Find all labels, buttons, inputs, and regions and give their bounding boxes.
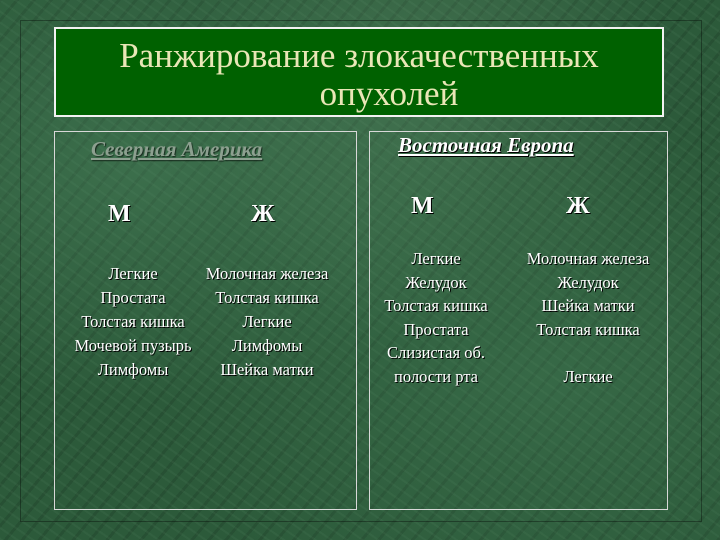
list-item: Лимфомы bbox=[97, 360, 169, 379]
list-item: Легкие bbox=[242, 312, 292, 331]
ee-female-list bbox=[508, 247, 668, 388]
title-line-2: опухолей bbox=[319, 74, 459, 113]
list-item: полости рта bbox=[393, 366, 478, 386]
list-item: Легкие bbox=[411, 249, 461, 268]
list-item: Лимфомы bbox=[231, 336, 303, 355]
list-item: Толстая кишка bbox=[536, 319, 640, 339]
ee-male-list bbox=[368, 247, 504, 388]
na-male-label: М bbox=[108, 201, 131, 227]
list-item: Мочевой пузырь bbox=[74, 336, 192, 355]
title-line-1: Ранжирование злокачественных bbox=[119, 36, 599, 75]
list-item: Слизистая об. bbox=[387, 343, 485, 362]
ee-male-label: М bbox=[411, 193, 434, 219]
list-item: Легкие bbox=[108, 264, 158, 283]
slide-title bbox=[54, 27, 664, 117]
list-item: Толстая кишка bbox=[215, 288, 319, 307]
eastern-europe-heading: Восточная Европа bbox=[398, 133, 574, 157]
na-female-label: Ж bbox=[251, 201, 275, 227]
na-male-list bbox=[58, 262, 208, 382]
list-item: Желудок bbox=[405, 272, 467, 292]
list-item: Легкие bbox=[563, 366, 613, 386]
list-item: Молочная железа bbox=[205, 264, 329, 283]
list-item: Простата bbox=[403, 319, 469, 339]
list-item: Толстая кишка bbox=[81, 312, 185, 331]
list-item: Желудок bbox=[557, 272, 619, 292]
list-item bbox=[508, 341, 668, 365]
list-item: Шейка матки bbox=[541, 296, 635, 315]
list-item: Молочная железа bbox=[526, 249, 650, 268]
na-female-list bbox=[192, 262, 342, 382]
north-america-heading: Северная Америка bbox=[91, 137, 263, 161]
list-item: Шейка матки bbox=[220, 360, 314, 379]
ee-female-label: Ж bbox=[566, 193, 590, 219]
list-item: Простата bbox=[100, 288, 166, 307]
list-item: Толстая кишка bbox=[384, 296, 488, 315]
